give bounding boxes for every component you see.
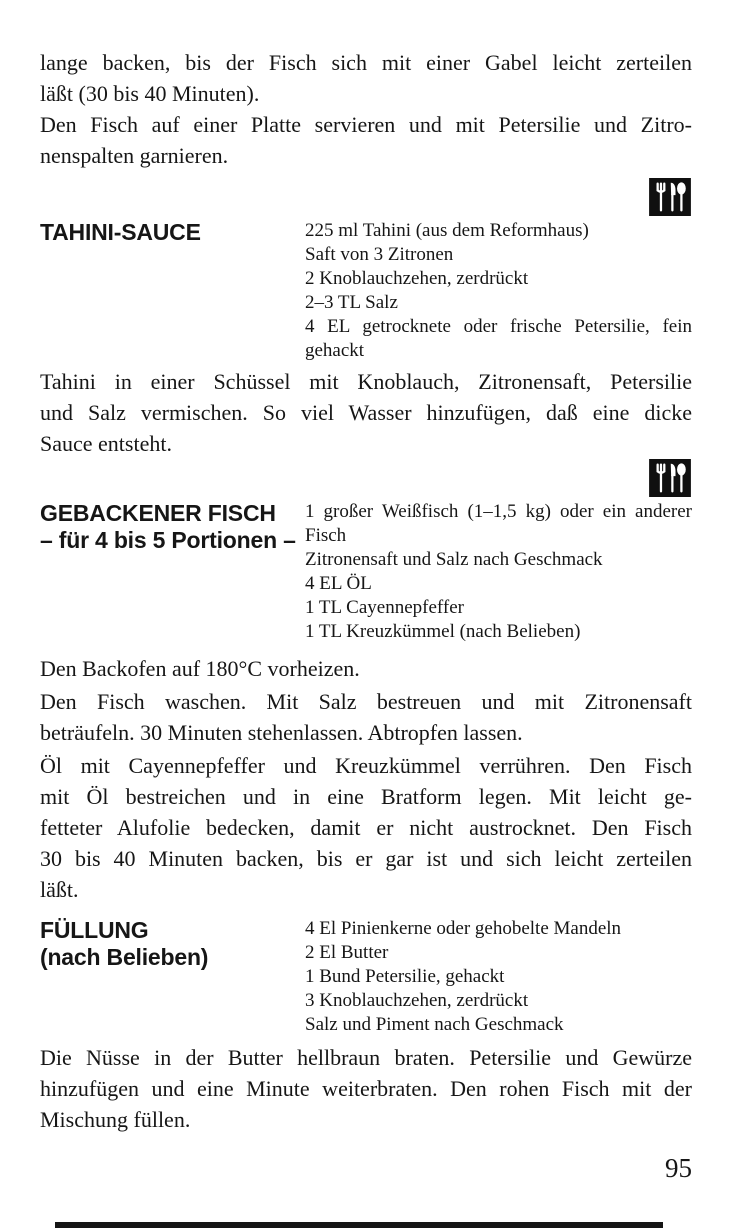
recipe-marker-row <box>40 459 692 497</box>
text-line: lange backen, bis der Fisch sich mit einer Gabel leicht zerteilen <box>40 50 692 75</box>
cutlery-icon <box>648 178 692 216</box>
text-line: Öl mit Cayennepfeffer und Kreuzkümmel verrühren. Den Fisch <box>40 753 692 778</box>
text-line: Tahini in einer Schüssel mit Knoblauch, Zitronensaft, Petersilie <box>40 369 692 394</box>
text-line: nenspalten garnieren. <box>40 143 229 168</box>
instruction-step-bake-fish <box>40 750 692 905</box>
ingredient-line: 1 großer Weißfisch (1–1,5 kg) oder ein anderer Fisch <box>305 501 692 546</box>
text-line: Die Nüsse in der Butter hellbraun braten. Petersilie und Gewürze <box>40 1045 692 1070</box>
ingredients-list-fuellung <box>305 917 692 1037</box>
ingredient-line: 1 TL Cayennepfeffer <box>305 597 464 618</box>
ingredient-line: 1 TL Kreuzkümmel (nach Belieben) <box>305 621 581 642</box>
ingredients-list-gebackener-fisch <box>305 500 692 644</box>
ingredient-line: 2 Knoblauchzehen, zerdrückt <box>305 268 529 289</box>
text-line: fetteter Alufolie bedecken, damit er nicht austrocknet. Den Fisch <box>40 815 692 840</box>
instruction-step-preheat <box>40 653 692 684</box>
text-line: läßt. <box>40 877 79 902</box>
recipe-subtitle-optional: (nach Belieben) <box>40 944 209 970</box>
instructions-gebackener-fisch <box>40 653 692 905</box>
text-line: beträufeln. 30 Minuten stehenlassen. Abtropfen lassen. <box>40 720 523 745</box>
text-line: Den Fisch waschen. Mit Salz bestreuen und mit Zitronensaft <box>40 689 692 714</box>
text-line: hinzufügen und eine Minute weiterbraten. Den rohen Fisch mit der <box>40 1076 692 1101</box>
text-line: mit Öl bestreichen und in eine Bratform legen. Mit leicht ge- <box>40 784 692 809</box>
ingredients-list-tahini-sauce <box>305 219 692 363</box>
text-line: Mischung füllen. <box>40 1107 191 1132</box>
text-line: läßt (30 bis 40 Minuten). <box>40 81 260 106</box>
ingredient-line: 4 El Pinienkerne oder gehobelte Mandeln <box>305 918 622 939</box>
page-number: 95 <box>665 1153 692 1183</box>
ingredient-line: 4 EL ÖL <box>305 573 372 594</box>
ingredient-line: 4 EL getrocknete oder frische Petersilie, fein gehackt <box>305 316 692 361</box>
text-line: Den Fisch auf einer Platte servieren und mit Petersilie und Zitro- <box>40 112 692 137</box>
text-line: Den Backofen auf 180°C vorheizen. <box>40 656 360 681</box>
recipe-title-gebackener-fisch: GEBACKENER FISCH <box>40 500 276 526</box>
ingredient-line: 2 El Butter <box>305 942 389 963</box>
ingredient-line: 2–3 TL Salz <box>305 292 398 313</box>
paragraph-baking-continuation <box>40 47 692 109</box>
ingredient-line: Saft von 3 Zitronen <box>305 244 454 265</box>
text-line: Sauce entsteht. <box>40 431 172 456</box>
recipe-section-gebackener-fisch <box>40 500 692 644</box>
ingredient-line: 1 Bund Petersilie, gehackt <box>305 966 505 987</box>
instructions-fuellung <box>40 1042 692 1135</box>
ingredient-line: 225 ml Tahini (aus dem Reformhaus) <box>305 220 589 241</box>
ingredient-line: Salz und Piment nach Geschmack <box>305 1014 564 1035</box>
ingredient-line: Zitronensaft und Salz nach Geschmack <box>305 549 603 570</box>
recipe-subtitle-portions: – für 4 bis 5 Portionen – <box>40 527 296 553</box>
recipe-section-tahini-sauce <box>40 219 692 363</box>
recipe-marker-row <box>40 178 692 216</box>
paragraph-serving <box>40 109 692 171</box>
recipe-title-fuellung: FÜLLUNG <box>40 917 149 943</box>
cutlery-icon <box>648 459 692 497</box>
ingredient-line: 3 Knoblauchzehen, zerdrückt <box>305 990 529 1011</box>
text-line: und Salz vermischen. So viel Wasser hinzufügen, daß eine dicke <box>40 400 692 425</box>
scan-artifact-bar <box>55 1222 663 1228</box>
instruction-step-wash-fish <box>40 686 692 748</box>
recipe-title-tahini-sauce: TAHINI-SAUCE <box>40 219 201 245</box>
text-line: 30 bis 40 Minuten backen, bis er gar ist und sich leicht zerteilen <box>40 846 692 871</box>
instructions-tahini-sauce <box>40 366 692 459</box>
recipe-section-fuellung <box>40 917 692 1037</box>
